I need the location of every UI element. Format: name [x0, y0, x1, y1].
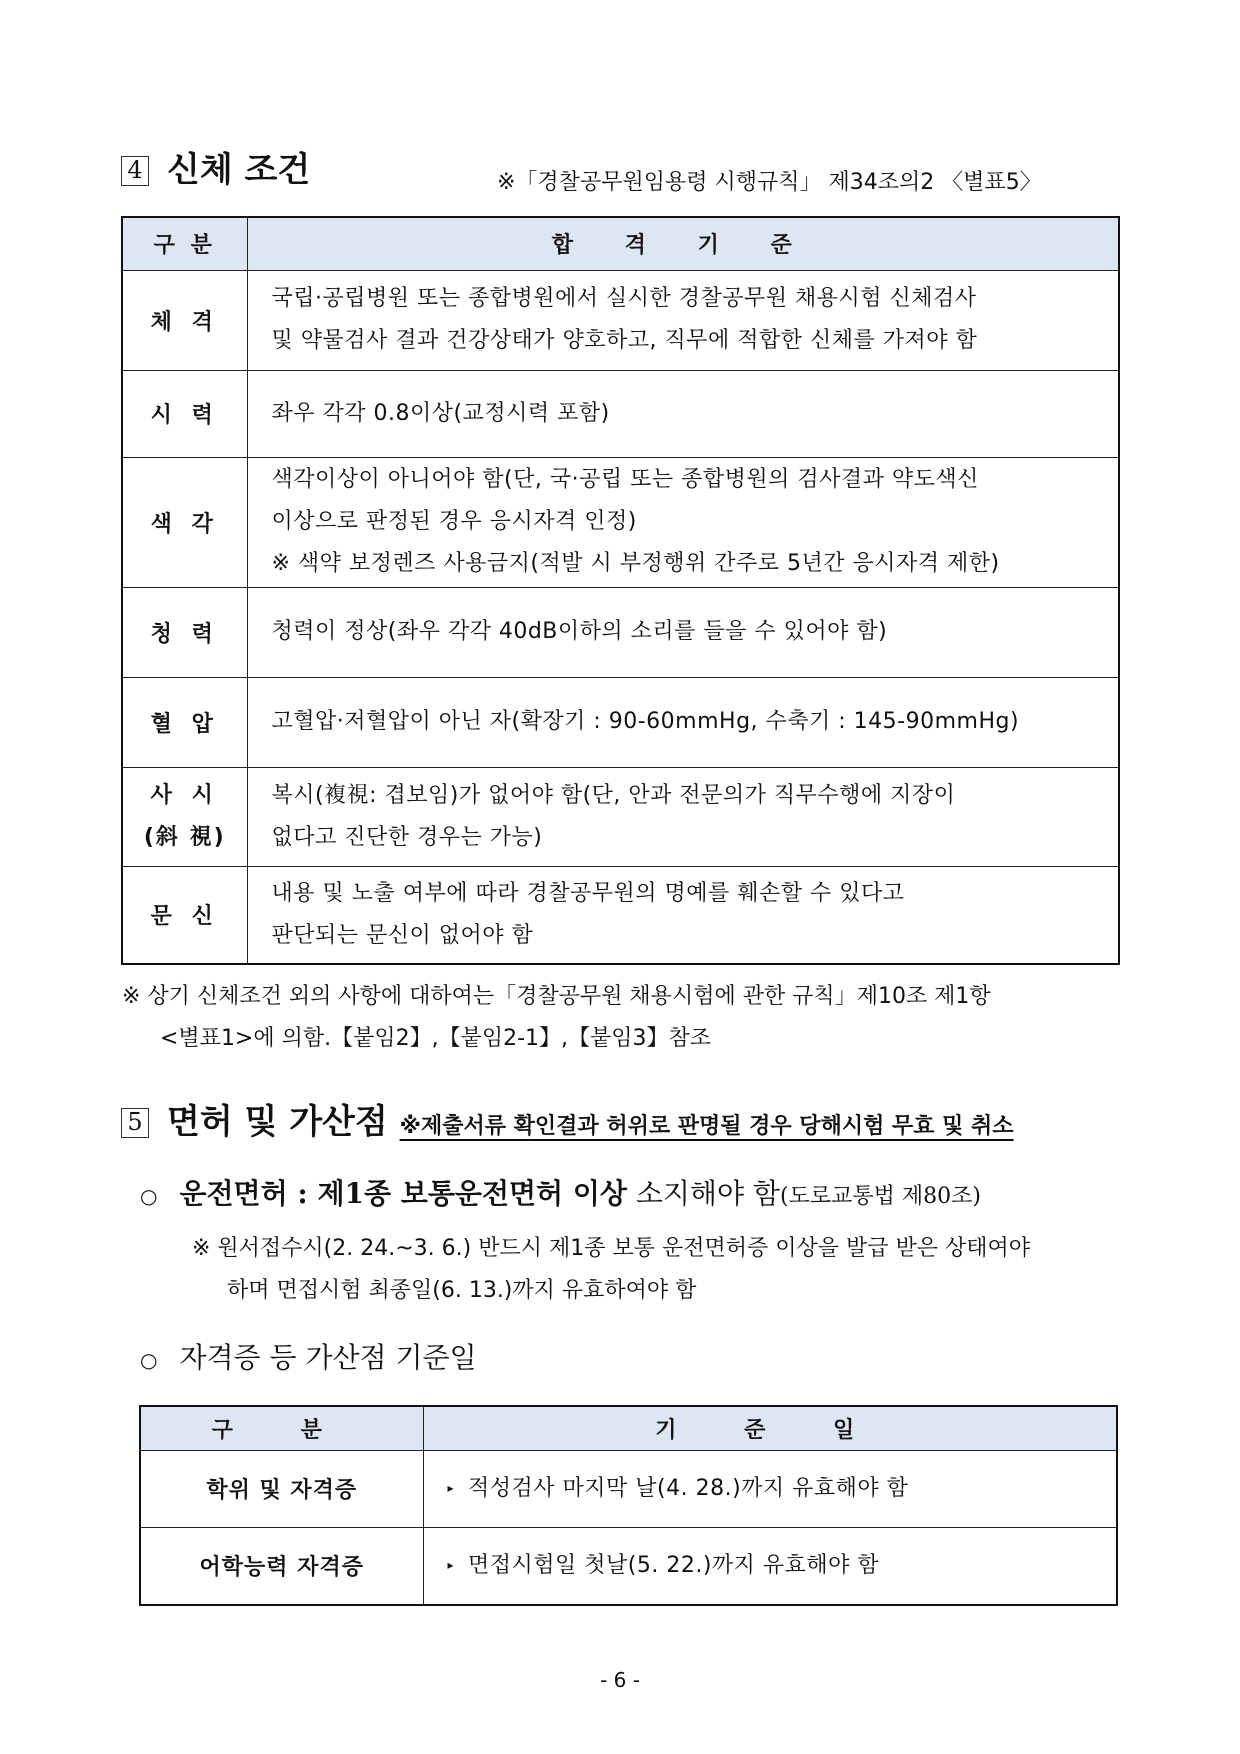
- row-key: 학위 및 자격증: [140, 1450, 423, 1527]
- table-row: [122, 370, 1119, 457]
- row-key: 문 신: [122, 866, 247, 964]
- physical-requirements-table: [121, 216, 1120, 965]
- section-number-box: 5: [121, 1108, 149, 1138]
- header-category: 구 분: [122, 217, 247, 270]
- page-number: - 6 -: [600, 1668, 640, 1692]
- note-line: ※ 상기 신체조건 외의 사항에 대하여는「경찰공무원 채용시험에 관한 규칙」제10조 제1항: [122, 984, 991, 1009]
- license-law: (도로교통법 제80조): [779, 1184, 981, 1209]
- line: 이상으로 판정된 경우 응시자격 인정): [271, 509, 637, 534]
- table-header-row: [140, 1406, 1117, 1450]
- value-text: 면접시험일 첫날(5. 22.)까지 유효해야 함: [468, 1553, 880, 1579]
- table-row: [122, 457, 1119, 587]
- table-row: [122, 866, 1119, 964]
- row-value: [247, 270, 1119, 370]
- line: 및 약물검사 결과 건강상태가 양호하고, 직무에 적합한 신체를 가져야 함: [271, 328, 978, 353]
- row-key: 체 격: [122, 270, 247, 370]
- header-criteria: 합 격 기 준: [247, 217, 1119, 270]
- row-key: 어학능력 자격증: [140, 1527, 423, 1605]
- line: 복시(複視: 겹보임)가 없어야 함(단, 안과 전문의가 직무수행에 지장이: [271, 782, 956, 808]
- section5-warning: ※제출서류 확인결과 허위로 판명될 경우 당해시험 무효 및 취소: [399, 1114, 1014, 1139]
- section4-reference: ※「경찰공무원임용령 시행규칙」 제34조의2 〈별표5〉: [497, 170, 1042, 195]
- row-key: [122, 767, 247, 866]
- triangle-bullet-icon: ▸: [447, 1481, 455, 1495]
- license-item: [140, 1172, 981, 1212]
- row-value: [247, 457, 1119, 587]
- line: 청력이 정상(좌우 각각 40dB이하의 소리를 들을 수 있어야 함): [271, 619, 888, 644]
- section4-title: 신체 조건: [167, 150, 311, 190]
- license-note: [192, 1228, 1030, 1312]
- row-value: [423, 1527, 1117, 1605]
- row-value: [247, 677, 1119, 767]
- line: 없다고 진단한 경우는 가능): [271, 824, 543, 850]
- note-line: 하며 면접시험 최종일(6. 13.)까지 유효하여야 함: [227, 1278, 697, 1303]
- section-number-box: 4: [121, 156, 149, 186]
- section5-title: 면허 및 가산점: [167, 1102, 388, 1142]
- line: ※ 색약 보정렌즈 사용금지(적발 시 부정행위 간주로 5년간 응시자격 제한): [271, 551, 1000, 576]
- bonus-title: 자격증 등 가산점 기준일: [179, 1341, 477, 1374]
- license-bold: 운전면허 : 제1종 보통운전면허 이상: [179, 1177, 627, 1210]
- row-value: [247, 370, 1119, 457]
- key-line: 사 시: [150, 782, 219, 808]
- header-category: 구 분: [140, 1406, 423, 1450]
- table-row: [122, 270, 1119, 370]
- row-value: [247, 767, 1119, 866]
- row-key: 혈 압: [122, 677, 247, 767]
- line: 좌우 각각 0.8이상(교정시력 포함): [271, 400, 610, 426]
- row-value: [423, 1450, 1117, 1527]
- note-line: ※ 원서접수시(2. 24.~3. 6.) 반드시 제1종 보통 운전면허증 이상을 발급 받은 상태여야: [192, 1236, 1030, 1261]
- row-key: 색 각: [122, 457, 247, 587]
- table-row: [140, 1450, 1117, 1527]
- license-rest: 소지해야 함: [626, 1177, 780, 1210]
- bonus-date-table: [139, 1405, 1118, 1606]
- bullet: ○: [140, 1184, 158, 1208]
- triangle-bullet-icon: ▸: [447, 1558, 455, 1573]
- line: 색각이상이 아니어야 함(단, 국·공립 또는 종합병원의 검사결과 약도색신: [271, 467, 979, 492]
- row-value: [247, 587, 1119, 677]
- section4-note: [122, 976, 991, 1060]
- section5-heading: [121, 1094, 1014, 1143]
- table-row: [122, 587, 1119, 677]
- line: 판단되는 문신이 없어야 함: [271, 922, 534, 948]
- key-line: (斜 視): [143, 824, 226, 850]
- value-text: 적성검사 마지막 날(4. 28.)까지 유효해야 함: [468, 1476, 909, 1501]
- section4-heading: [121, 142, 310, 191]
- note-line: <별표1>에 의함.【붙임2】,【붙임2-1】,【붙임3】참조: [160, 1026, 712, 1051]
- table-row: [122, 677, 1119, 767]
- row-key: 시 력: [122, 370, 247, 457]
- table-row: [122, 767, 1119, 866]
- bonus-item: [140, 1336, 477, 1376]
- row-key: 청 력: [122, 587, 247, 677]
- table-header-row: [122, 217, 1119, 270]
- header-date: 기 준 일: [423, 1406, 1117, 1450]
- table-row: [140, 1527, 1117, 1605]
- line: 국립·공립병원 또는 종합병원에서 실시한 경찰공무원 채용시험 신체검사: [271, 286, 977, 311]
- row-value: [247, 866, 1119, 964]
- line: 내용 및 노출 여부에 따라 경찰공무원의 명예를 훼손할 수 있다고: [271, 880, 905, 906]
- bullet: ○: [140, 1348, 158, 1372]
- line: 고혈압·저혈압이 아닌 자(확장기 : 90-60mmHg, 수축기 : 145-90mmHg): [271, 709, 1020, 734]
